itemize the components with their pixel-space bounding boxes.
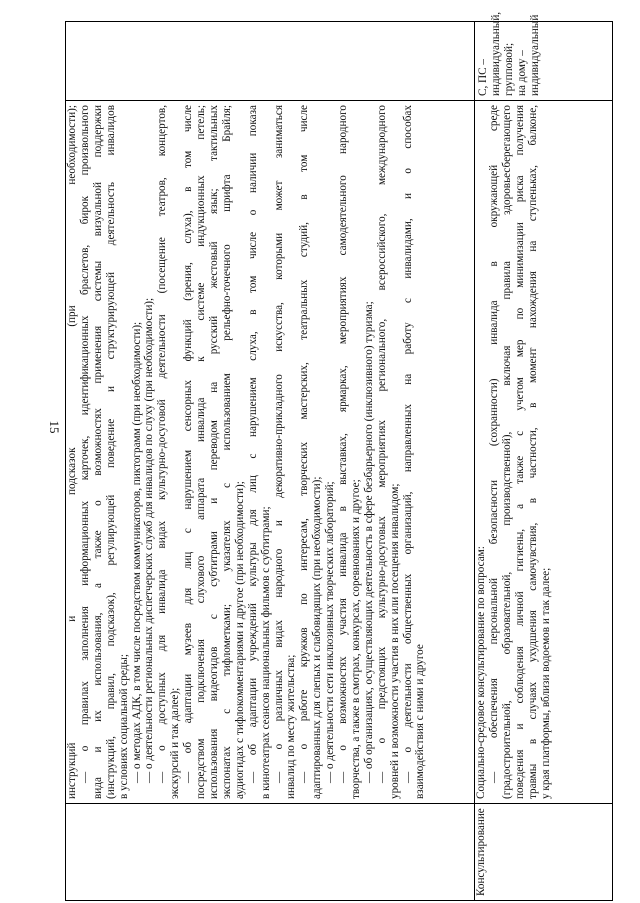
text-line: — о доступных для инвалида видах культурно-досуговой деятельности (посещение театров, концертов, [156,105,169,783]
form-line: на дому – [515,50,528,96]
rotated-table-canvas [65,11,612,901]
table-row [66,22,475,901]
form-line: С, ПС – [477,59,489,96]
service-content-cell [475,101,613,804]
text-line: посредством подключения слухового аппарата инвалида к системе индукционных петель; [195,105,208,799]
text-line: — о методах АДК, в том числе посредством коммуникаторов, пиктограмм (при необходимости); [130,321,143,783]
text-line: (градостроительной, образовательной, производственной), включая правила здоровьесберегающего [500,105,513,799]
text-line: вида и их использования, а также о возможностях применения системы визуальной поддержки [91,105,104,799]
text-line: — о деятельности региональных диспетчерских служб для инвалидов по слуху (при необходимости); [143,297,156,783]
text-line: творчества, а также в смотрах, конкурсах, соревнованиях и другое; [349,479,362,799]
text-line: Социально-средовое консультирование по вопросам: [475,546,487,799]
text-line: уровней и возможности участия в них или посещения инвалидом; [388,483,401,799]
service-name-cell: Консультирование [475,804,613,901]
text-line: — о деятельности общественных организаций, направленных на работу с инвалидами, и о способах [401,105,414,783]
text-line: — о различных видах народного и декоративно-прикладного искусства, которыми может заниматься [272,105,285,783]
form-line: индивидуальный [528,14,541,96]
text-line: инструкций и подсказок (при необходимости); [66,105,78,799]
text-line: аудиогидах с тифлокомментариями и другое (при необходимости); [233,481,246,799]
text-line: травмы в случаях ухудшения самочувствия, в частности, в момент нахождения на ступеньках, балконе, [526,105,539,799]
text-line: — об организациях, осуществляющих деятельность в сфере безбарьерного (инклюзивного) туризма; [362,301,375,783]
service-form-cell-empty [66,22,475,101]
table-row [475,22,613,901]
text-line: экскурсий и так далее); [169,687,182,799]
text-line: — о деятельности сети инклюзивных творческих лабораторий; [324,481,337,783]
text-line: экспонатах с тифлометками; указателях с использованием рельефно-точечного шрифта Брайля; [220,105,233,799]
text-line: адаптированных для слепых и слабовидящих (при необходимости); [311,476,324,799]
form-line: групповой; [502,42,515,96]
page-number: 15 [47,420,62,434]
text-line: поведения и соблюдения личной гигиены, а также с учетом мер по минимизации риска получения [513,105,526,799]
text-line: — обеспечения персональной безопасности (сохранности) инвалида в окружающей среде [487,105,500,783]
text-line: — о правилах заполнения информационных карточек, идентификационных браслетов, бирок произвольного [78,105,91,783]
service-form-cell [475,11,613,101]
text-line: — о работе кружков по интересам, творческих мастерских, театральных студий, в том числе [298,105,311,783]
service-content-cell [66,101,475,804]
text-line: — о возможностях участия инвалида в выставках, ярмарках, мероприятиях самодеятельного народного [337,105,350,783]
text-line: инвалид по месту жительства; [285,654,298,799]
text-line: — о предстоящих культурно-досуговых мероприятиях регионального, всероссийского, международного [375,105,388,783]
services-table [65,11,613,901]
text-line: взаимодействия с ними и другое [414,644,427,799]
text-line: использования видеогидов с субтитрами и переводом на русский жестовый язык; тактильных [207,105,220,799]
text-line: — об адаптации учреждений культуры для лиц с нарушением слуха, в том числе о наличии показа [246,105,259,783]
form-line: индивидуальный, [489,11,502,96]
text-line: в кинотеатрах сеансов национальных фильмов с субтитрами; [259,506,272,799]
text-line: у края платформы, вблизи водоемов и так далее; [539,567,552,799]
text-line: (инструкций, правил, подсказок), регулирующей поведение и структурирующей деятельность инвалидов [104,105,117,799]
service-name-cell-empty [66,804,475,901]
text-line: в условиях социальной среды; [117,654,130,799]
text-line: — об адаптации музеев для лиц с нарушением сенсорных функций (зрения, слуха), в том числе [182,105,195,783]
